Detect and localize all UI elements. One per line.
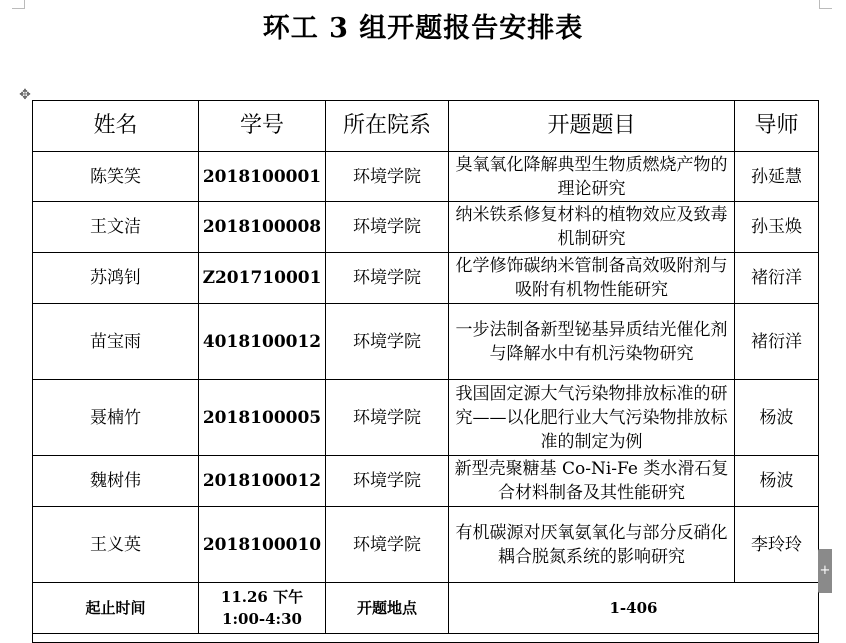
cell-department: 环境学院	[326, 456, 449, 507]
time-label: 起止时间	[33, 583, 199, 634]
cell-topic: 有机碳源对厌氧氨氧化与部分反硝化耦合脱氮系统的影响研究	[449, 507, 735, 583]
cell-advisor: 褚衍洋	[735, 253, 819, 304]
table-row	[33, 507, 819, 583]
continuation-cell	[33, 634, 819, 643]
time-value	[199, 583, 326, 634]
page-title: 环工 3 组开题报告安排表	[262, 13, 584, 44]
cell-name: 聂楠竹	[33, 380, 199, 456]
cell-advisor: 杨波	[735, 380, 819, 456]
cell-student-id: Z201710001	[199, 253, 326, 304]
cell-student-id: 2018100008	[199, 202, 326, 253]
cell-advisor: 孙延慧	[735, 152, 819, 202]
header-topic: 开题题目	[449, 101, 735, 152]
cell-topic: 臭氧氧化降解典型生物质燃烧产物的理论研究	[449, 152, 735, 202]
cell-advisor: 褚衍洋	[735, 304, 819, 380]
time-range: 1:00-4:30	[222, 610, 302, 628]
table-row	[33, 456, 819, 507]
cell-advisor: 李玲玲	[735, 507, 819, 583]
schedule-table	[32, 100, 819, 643]
table-row	[33, 304, 819, 380]
move-icon[interactable]: ✥	[19, 87, 31, 103]
header-student-id: 学号	[199, 101, 326, 152]
cell-topic: 新型壳聚糖基 Co-Ni-Fe 类水滑石复合材料制备及其性能研究	[449, 456, 735, 507]
cell-name: 王文洁	[33, 202, 199, 253]
cell-department: 环境学院	[326, 202, 449, 253]
table-row	[33, 202, 819, 253]
table-row	[33, 253, 819, 304]
footer-row	[33, 583, 819, 634]
header-department: 所在院系	[326, 101, 449, 152]
cell-advisor: 杨波	[735, 456, 819, 507]
cell-student-id: 2018100005	[199, 380, 326, 456]
place-label: 开题地点	[326, 583, 449, 634]
cell-department: 环境学院	[326, 507, 449, 583]
cell-topic: 化学修饰碳纳米管制备高效吸附剂与吸附有机物性能研究	[449, 253, 735, 304]
header-advisor: 导师	[735, 101, 819, 152]
table-row	[33, 380, 819, 456]
cell-name: 陈笑笑	[33, 152, 199, 202]
plus-icon[interactable]: +	[818, 549, 832, 593]
cell-student-id: 2018100012	[199, 456, 326, 507]
time-date: 11.26 下午	[220, 588, 304, 606]
cell-topic: 一步法制备新型铋基异质结光催化剂与降解水中有机污染物研究	[449, 304, 735, 380]
cell-name: 王义英	[33, 507, 199, 583]
cell-student-id: 4018100012	[199, 304, 326, 380]
cell-advisor: 孙玉焕	[735, 202, 819, 253]
cell-student-id: 2018100010	[199, 507, 326, 583]
cell-department: 环境学院	[326, 152, 449, 202]
table-row	[33, 152, 819, 202]
cell-topic: 纳米铁系修复材料的植物效应及致毒机制研究	[449, 202, 735, 253]
cell-name: 魏树伟	[33, 456, 199, 507]
cell-department: 环境学院	[326, 304, 449, 380]
cell-topic: 我国固定源大气污染物排放标准的研究——以化肥行业大气污染物排放标准的制定为例	[449, 380, 735, 456]
header-name: 姓名	[33, 101, 199, 152]
cell-department: 环境学院	[326, 380, 449, 456]
table-header-row	[33, 101, 819, 152]
cell-name: 苏鸿钊	[33, 253, 199, 304]
cell-name: 苗宝雨	[33, 304, 199, 380]
table-continuation	[33, 634, 819, 643]
cell-student-id: 2018100001	[199, 152, 326, 202]
cell-department: 环境学院	[326, 253, 449, 304]
place-value: 1-406	[449, 583, 819, 634]
